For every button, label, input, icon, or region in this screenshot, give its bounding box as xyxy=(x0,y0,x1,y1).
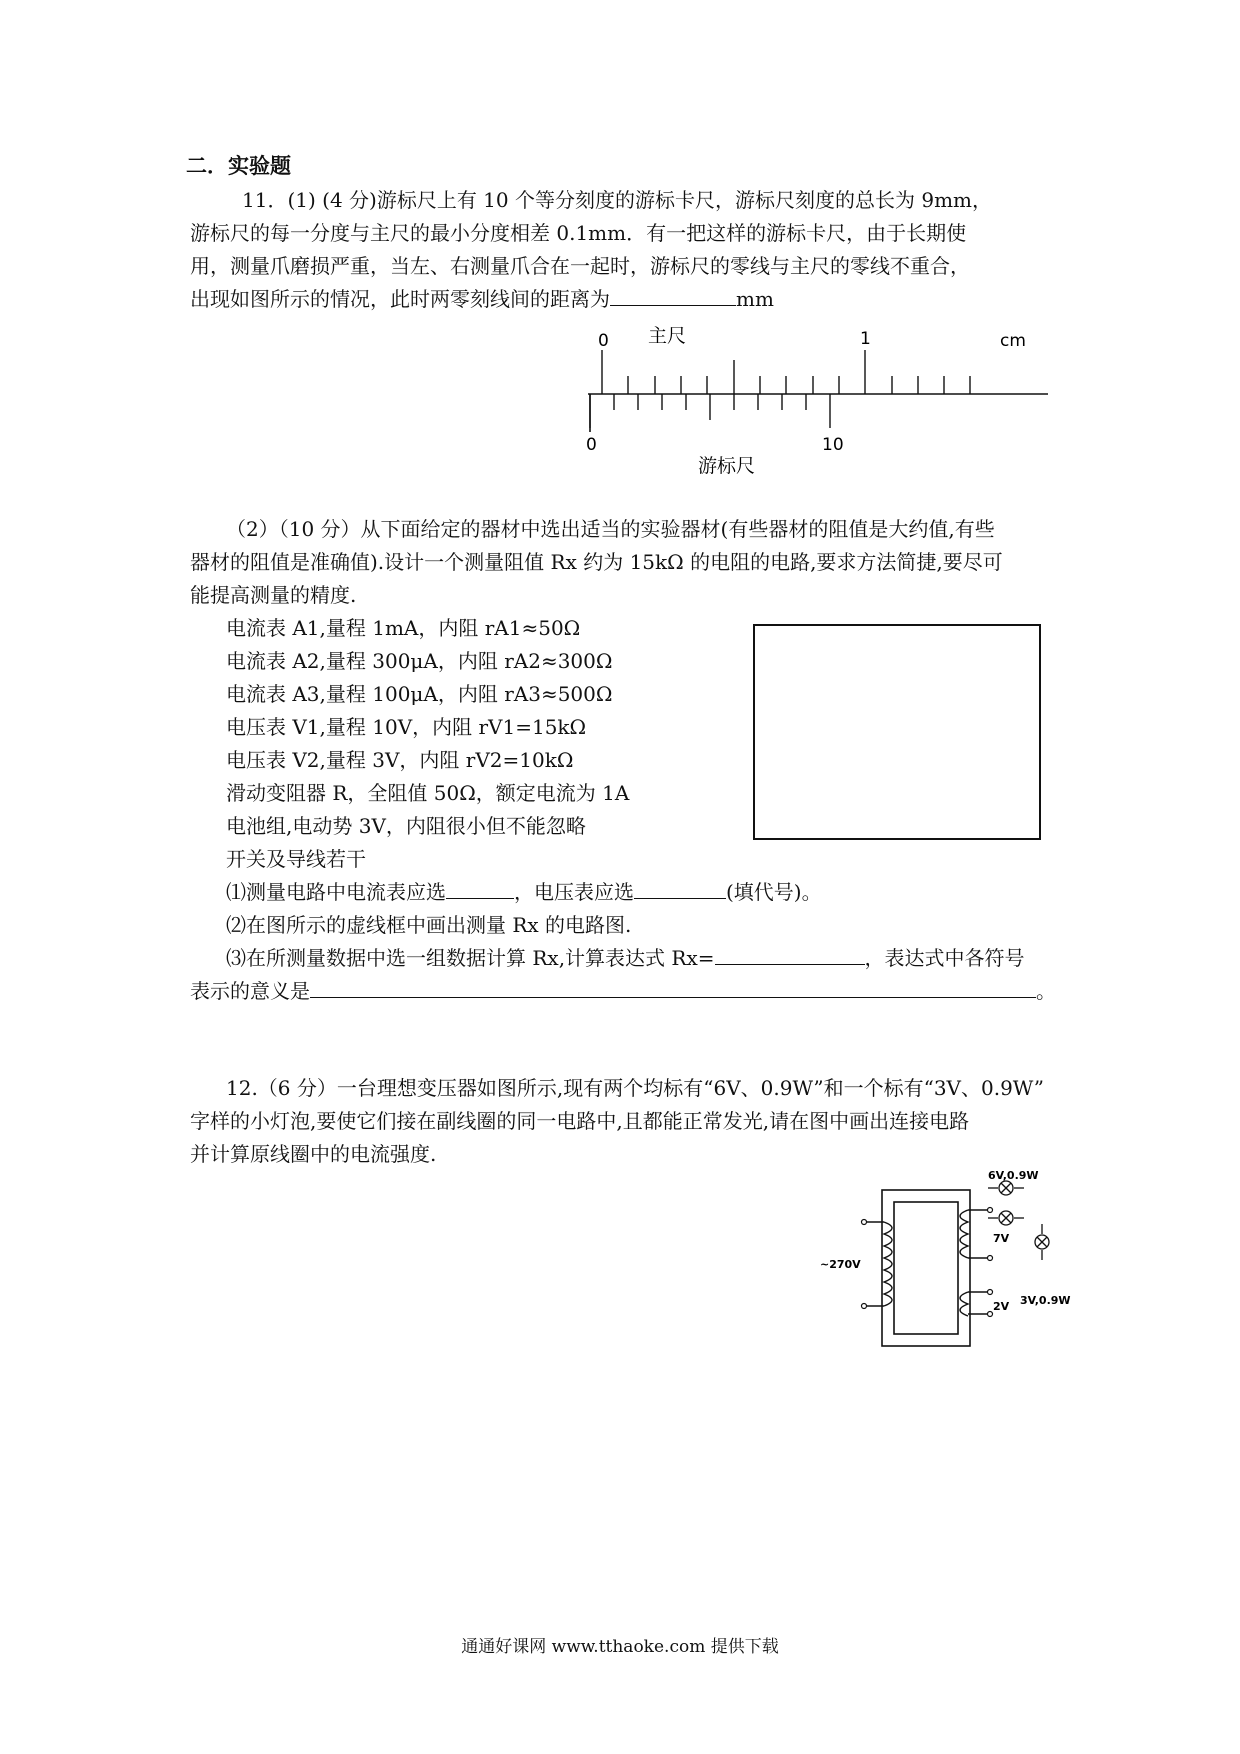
vernier-ten: 10 xyxy=(822,435,844,455)
primary-coil xyxy=(866,1222,892,1306)
vernier-zero: 0 xyxy=(586,435,597,455)
q12-line-2: 字样的小灯泡,要使它们接在副线圈的同一电路中,且都能正常发光,请在图中画出连接电路 xyxy=(190,1109,970,1133)
answer-blank-distance[interactable] xyxy=(610,283,736,306)
answer-blank-ammeter[interactable] xyxy=(446,876,514,899)
equipment-switch-wires: 开关及导线若干 xyxy=(226,847,366,871)
q11-line-2: 游标尺的每一分度与主尺的最小分度相差 0.1mm．有一把这样的游标卡尺，由于长期使 xyxy=(190,221,967,245)
equipment-ammeter-a3: 电流表 A3,量程 100μA，内阻 rA3≈500Ω xyxy=(226,682,613,706)
section-heading: 二．实验题 xyxy=(186,154,291,178)
q12-line-3: 并计算原线圈中的电流强度. xyxy=(190,1142,437,1166)
q11-line-4 xyxy=(190,283,774,316)
lamp-label-6v: 6V,0.9W xyxy=(988,1169,1039,1182)
secondary-coil-2v xyxy=(960,1292,988,1316)
unit-cm: cm xyxy=(1000,331,1026,351)
vernier-caliper-figure xyxy=(570,320,1060,480)
page-footer: 通通好课网 www.tthaoke.com 提供下载 xyxy=(461,1637,779,1657)
lamp-6v-a xyxy=(988,1181,1024,1195)
sub-question-2: ⑵在图所示的虚线框中画出测量 Rx 的电路图. xyxy=(226,913,632,937)
equipment-rheostat: 滑动变阻器 R，全阻值 50Ω，额定电流为 1A xyxy=(226,781,630,805)
q12-line-1: 12.（6 分）一台理想变压器如图所示,现有两个均标有“6V、0.9W”和一个标有“3V、0.9W” xyxy=(226,1076,1044,1100)
sub3-text-c: 表示的意义是 xyxy=(190,979,310,1003)
equipment-voltmeter-v1: 电压表 V1,量程 10V，内阻 rV1=15kΩ xyxy=(226,715,587,739)
q11-line-4-text: 出现如图所示的情况，此时两零刻线间的距离为 xyxy=(190,287,610,311)
sub3-text-b: ，表达式中各符号 xyxy=(864,946,1025,970)
secondary-coil-7v xyxy=(960,1210,988,1258)
unit-mm: mm xyxy=(736,287,774,311)
q11-part2-line-1: （2）（10 分）从下面给定的器材中选出适当的实验器材(有些器材的阻值是大约值,有些 xyxy=(226,517,995,541)
main-scale-one: 1 xyxy=(860,329,871,349)
q11-line-1: 11．(1) (4 分)游标尺上有 10 个等分刻度的游标卡尺，游标尺刻度的总长为 9mm， xyxy=(242,188,992,212)
equipment-voltmeter-v2: 电压表 V2,量程 3V，内阻 rV2=10kΩ xyxy=(226,748,574,772)
sub-question-3 xyxy=(226,942,1025,975)
answer-blank-meaning[interactable] xyxy=(310,975,1036,998)
equipment-ammeter-a2: 电流表 A2,量程 300μA，内阻 rA2≈300Ω xyxy=(226,649,613,673)
equipment-battery: 电池组,电动势 3V，内阻很小但不能忽略 xyxy=(226,814,586,838)
vernier-scale-ticks xyxy=(590,394,830,428)
sub1-text-a: ⑴测量电路中电流表应选 xyxy=(226,880,446,904)
answer-blank-voltmeter[interactable] xyxy=(634,876,726,899)
main-scale-ticks xyxy=(602,350,970,394)
equipment-ammeter-a1: 电流表 A1,量程 1mA，内阻 rA1≈50Ω xyxy=(226,616,581,640)
sub3-text-a: ⑶在所测量数据中选一组数据计算 Rx,计算表达式 Rx= xyxy=(226,946,715,970)
lamp-label-3v: 3V,0.9W xyxy=(1020,1294,1071,1307)
secondary-voltage-2v: 2V xyxy=(993,1300,1010,1313)
lamp-6v-b xyxy=(988,1211,1024,1225)
lamp-3v xyxy=(1035,1224,1049,1260)
main-scale-label: 主尺 xyxy=(648,325,687,347)
transformer-figure xyxy=(820,1168,1080,1350)
main-scale-zero: 0 xyxy=(598,331,609,351)
q11-line-3: 用，测量爪磨损严重，当左、右测量爪合在一起时，游标尺的零线与主尺的零线不重合， xyxy=(190,254,970,278)
sub1-text-c: (填代号)。 xyxy=(726,880,822,904)
q11-part2-line-3: 能提高测量的精度. xyxy=(190,583,357,607)
primary-voltage: ~270V xyxy=(820,1258,861,1271)
sub-question-3-meaning xyxy=(190,975,1056,1008)
sub1-text-b: ，电压表应选 xyxy=(514,880,634,904)
vernier-label: 游标尺 xyxy=(698,455,756,477)
circuit-drawing-box[interactable] xyxy=(753,624,1041,840)
answer-blank-expression[interactable] xyxy=(715,942,865,965)
sub3-end: 。 xyxy=(1036,979,1056,1003)
q11-part2-line-2: 器材的阻值是准确值).设计一个测量阻值 Rx 约为 15kΩ 的电阻的电路,要求方法简捷,要尽可 xyxy=(190,550,1003,574)
secondary-voltage-7v: 7V xyxy=(993,1232,1010,1245)
sub-question-1 xyxy=(226,876,822,909)
